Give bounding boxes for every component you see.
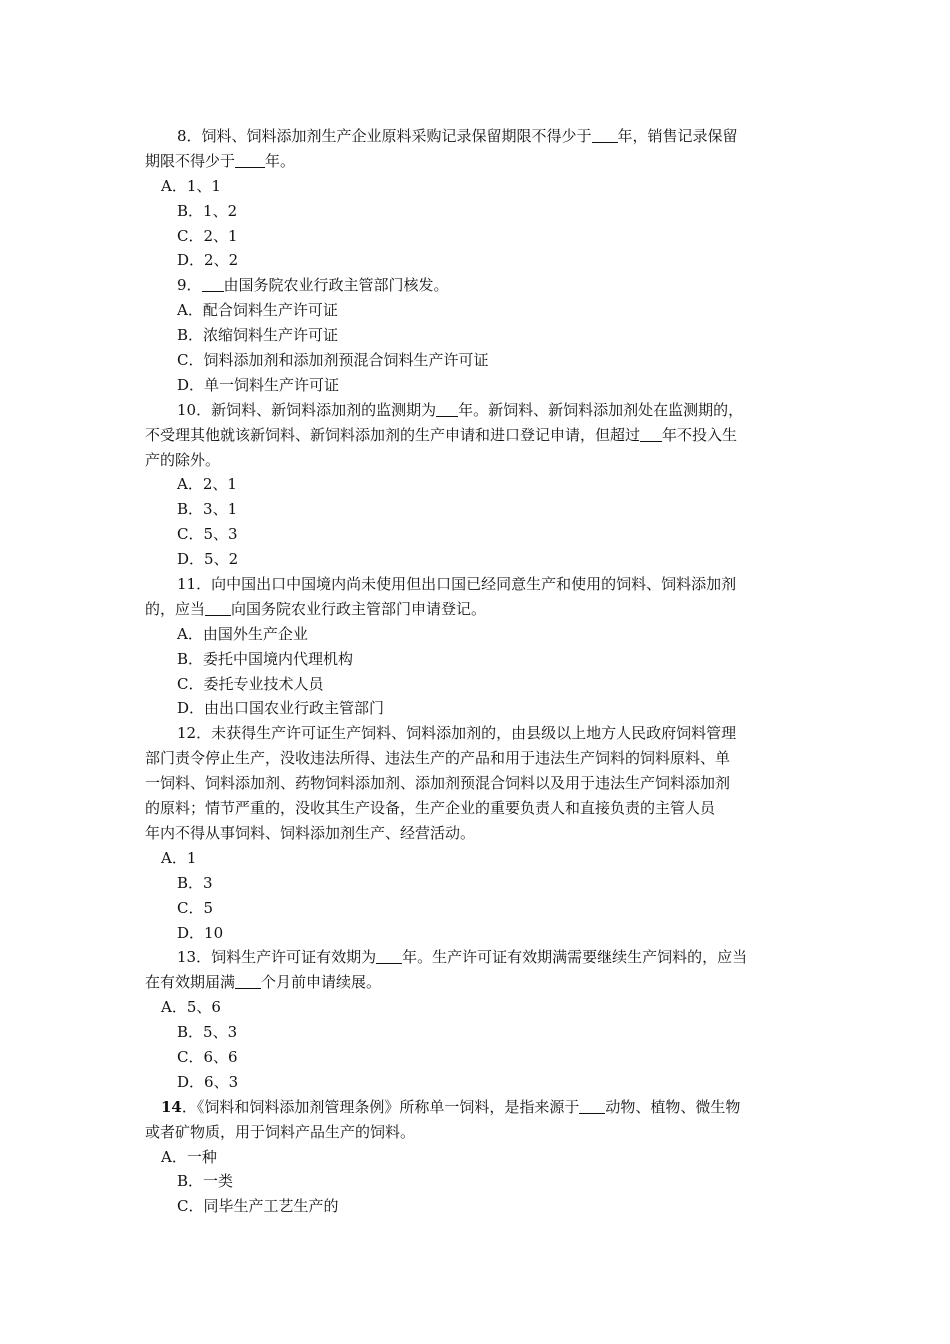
- q9-text: 9．: [177, 276, 202, 295]
- q9-option-a: A．配合饲料生产许可证: [177, 301, 338, 320]
- q11-option-d: D．由出口国农业行政主管部门: [177, 699, 385, 718]
- q10-text: 年。新饲料、新饲料添加剂处在监测期的，: [458, 400, 744, 419]
- answer-blank: [436, 401, 458, 417]
- q13-option-b: B．5、3: [177, 1023, 238, 1042]
- q14-text: 动物、植物、微生物: [605, 1097, 741, 1116]
- q10-option-a: A．2、1: [177, 475, 237, 494]
- answer-blank: [579, 1098, 605, 1114]
- q11-text-line-2: [145, 597, 810, 622]
- q11-option-b: B．委托中国境内代理机构: [177, 649, 354, 668]
- q12-text-line-1: 12．未获得生产许可证生产饲料、饲料添加剂的，由县级以上地方人民政府饲料管理: [177, 724, 737, 743]
- q10-text: 年不投入生: [662, 425, 738, 444]
- q12-text-line-5: 年内不得从事饲料、饲料添加剂生产、经营活动。: [145, 823, 476, 842]
- q9-option-b: B．浓缩饲料生产许可证: [177, 326, 339, 345]
- q10-text-line-2: [145, 423, 810, 448]
- q10-option-d: D．5、2: [177, 550, 239, 569]
- q13-text-line-1: [145, 945, 810, 970]
- q13-option-d: D．6、3: [177, 1072, 239, 1091]
- q12-text-line-2: 部门责令停止生产，没收违法所得、违法生产的产品和用于违法生产饲料的饲料原料、单: [145, 749, 731, 768]
- q13-text: 13．饲料生产许可证有效期为: [177, 948, 377, 967]
- q10-text-line-1: [145, 398, 810, 423]
- q8-text: 年。: [265, 151, 296, 170]
- q11-text: 的，应当: [145, 599, 206, 618]
- question-list: [145, 124, 810, 1219]
- answer-blank: [592, 127, 618, 143]
- q9-text: 由国务院农业行政主管部门核发。: [223, 276, 449, 295]
- q8-option-a: A．1、1: [161, 176, 221, 195]
- q13-option-a: A．5、6: [161, 998, 221, 1017]
- answer-blank: [235, 973, 261, 989]
- q14-option-b: B．一类: [177, 1172, 234, 1191]
- q8-text-line-2: [145, 149, 810, 174]
- q13-text-line-2: [145, 970, 810, 995]
- answer-blank: [235, 152, 265, 168]
- q12-option-b: B．3: [177, 873, 213, 892]
- q13-text: 个月前申请续展。: [261, 973, 382, 992]
- answer-blank: [202, 276, 224, 292]
- q11-option-c: C．委托专业技术人员: [177, 674, 324, 693]
- q13-text: 在有效期届满: [145, 973, 236, 992]
- q8-option-d: D．2、2: [177, 251, 239, 270]
- q10-option-b: B．3、1: [177, 500, 238, 519]
- answer-blank: [640, 426, 662, 442]
- q14-number: 14: [161, 1097, 182, 1116]
- q14-option-a: A．一种: [161, 1147, 217, 1166]
- q10-text-line-3: 产的除外。: [145, 450, 221, 469]
- q13-option-c: C．6、6: [177, 1047, 238, 1066]
- q8-option-b: B．1、2: [177, 201, 238, 220]
- q14-text: ．《饲料和饲料添加剂管理条例》所称单一饲料，是指来源于: [181, 1097, 580, 1116]
- q8-option-c: C．2、1: [177, 226, 238, 245]
- answer-blank: [376, 948, 402, 964]
- q8-text-line-1: [145, 124, 810, 149]
- q11-text: 向国务院农业行政主管部门申请登记。: [231, 599, 487, 618]
- q9-option-d: D．单一饲料生产许可证: [177, 375, 340, 394]
- q10-text: 不受理其他就该新饲料、新饲料添加剂的生产申请和进口登记申请，但超过: [145, 425, 641, 444]
- q12-option-d: D．10: [177, 923, 224, 942]
- q9-text-line-1: [145, 273, 810, 298]
- q11-text-line-1: 11．向中国出口中国境内尚未使用但出口国已经同意生产和使用的饲料、饲料添加剂: [177, 575, 737, 594]
- q9-option-c: C．饲料添加剂和添加剂预混合饲料生产许可证: [177, 351, 489, 370]
- q14-text-line-1: [145, 1095, 810, 1120]
- q11-option-a: A．由国外生产企业: [177, 624, 308, 643]
- q14-option-c: C．同毕生产工艺生产的: [177, 1197, 339, 1216]
- answer-blank: [205, 600, 231, 616]
- q14-text-line-2: 或者矿物质，用于饲料产品生产的饲料。: [145, 1122, 416, 1141]
- q8-text: 8．饲料、饲料添加剂生产企业原料采购记录保留期限不得少于: [177, 127, 592, 145]
- q12-text-line-4: 的原料；情节严重的，没收其生产设备，生产企业的重要负责人和直接负责的主管人员: [145, 799, 716, 818]
- q13-text: 年。生产许可证有效期满需要继续生产饲料的，应当: [402, 948, 748, 967]
- q12-text-line-3: 一饲料、饲料添加剂、药物饲料添加剂、添加剂预混合饲料以及用于违法生产饲料添加剂: [145, 774, 731, 793]
- q8-text: 期限不得少于: [145, 151, 236, 170]
- q8-text: 年，销售记录保留: [617, 127, 738, 145]
- q10-option-c: C．5、3: [177, 525, 238, 544]
- q12-option-c: C．5: [177, 898, 214, 917]
- q12-option-a: A．1: [161, 848, 197, 867]
- q10-text: 10．新饲料、新饲料添加剂的监测期为: [177, 400, 437, 419]
